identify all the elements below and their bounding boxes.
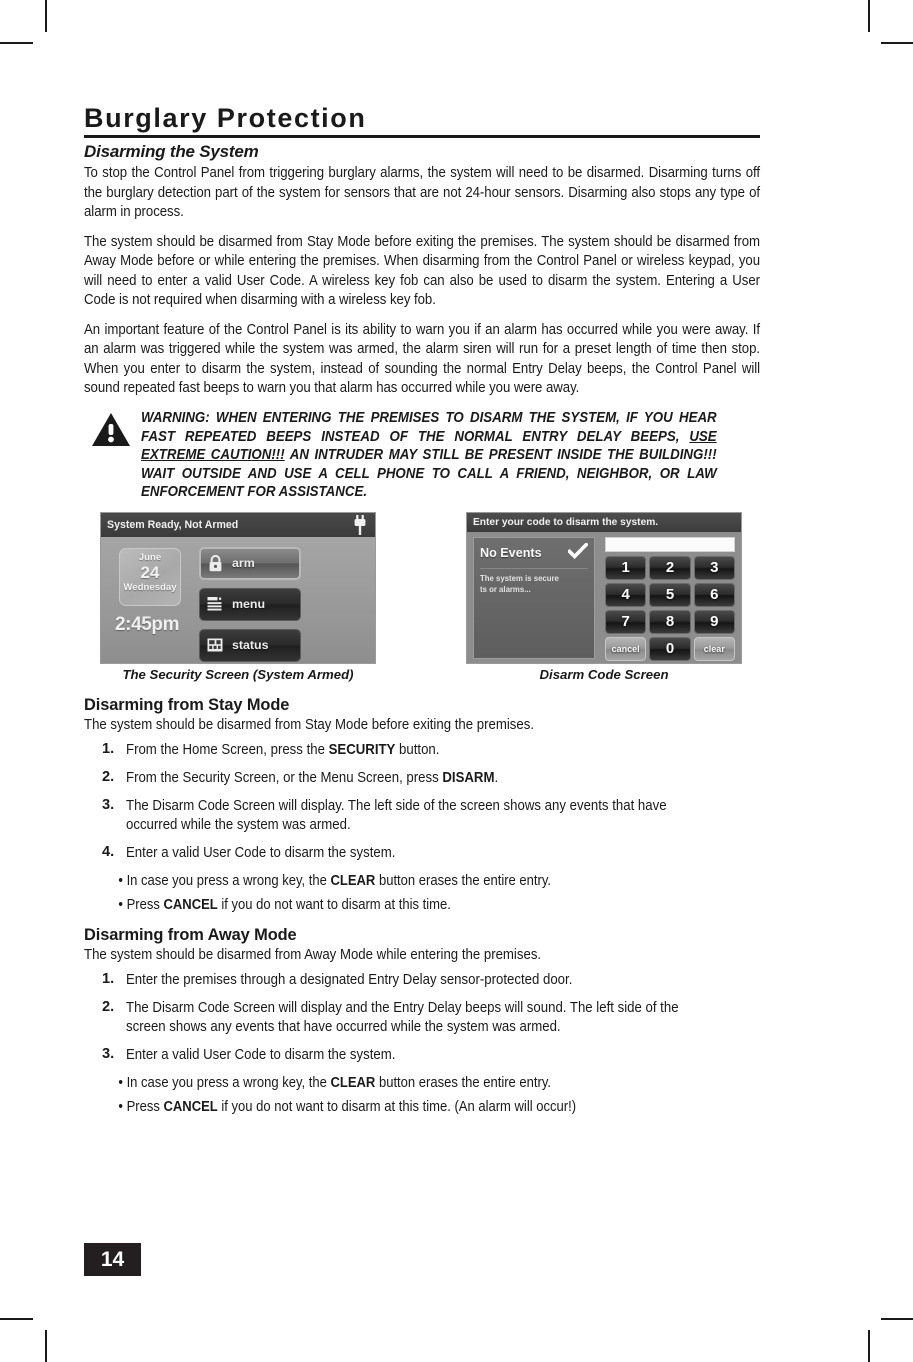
events-title: No Events: [480, 546, 542, 561]
step-text: [126, 741, 700, 760]
keypad-key-2[interactable]: 2: [649, 556, 690, 580]
figure-disarm-code-screen: [466, 512, 742, 682]
list-item: [84, 797, 760, 835]
code-entry-field[interactable]: [605, 537, 735, 552]
arm-button[interactable]: [199, 547, 301, 580]
date-weekday: Wednesday: [123, 581, 177, 593]
events-description: [480, 574, 588, 595]
keypad-key-5[interactable]: 5: [649, 583, 690, 607]
keypad-key-9[interactable]: 9: [694, 610, 735, 634]
away-mode-intro: The system should be disarmed from Away Mode while entering the premises.: [84, 947, 542, 964]
crop-mark-top-right-horizontal: [881, 42, 913, 44]
disarm-screen-prompt-text: Enter your code to disarm the system.: [473, 516, 659, 528]
step-number: 4.: [102, 843, 115, 860]
title-divider: [84, 135, 760, 138]
step-text-pre: From the Security Screen, or the Menu Screen, press: [126, 769, 443, 786]
figure-caption-disarm-code-screen: Disarm Code Screen: [539, 666, 669, 682]
stay-mode-intro: The system should be disarmed from Stay Mode before exiting the premises.: [84, 716, 534, 733]
crop-mark-bottom-left-vertical: [45, 1330, 47, 1362]
list-item: [84, 1046, 760, 1065]
bullet-text-post: if you do not want to disarm at this time.: [217, 896, 451, 913]
list-item: [84, 769, 760, 788]
warning-block: [84, 409, 760, 502]
step-text: The Disarm Code Screen will display. The left side of the screen shows any events that have occurred while the system was armed.: [126, 797, 667, 833]
keypad-grid: [605, 556, 735, 661]
crop-mark-top-left-vertical: [45, 0, 47, 32]
step-text-bold: DISARM: [442, 769, 495, 786]
disarm-screen-body: [467, 532, 741, 664]
security-screen-panel: [100, 512, 376, 664]
keypad-key-1[interactable]: 1: [605, 556, 646, 580]
events-header: [480, 543, 588, 569]
bullet-text-bold: CANCEL: [163, 896, 218, 913]
chapter-title: Burglary Protection: [84, 103, 367, 133]
step-number: 1.: [102, 740, 115, 757]
bullet-text-pre: • In case you press a wrong key, the: [118, 872, 331, 889]
crop-mark-bottom-right-horizontal: [881, 1318, 913, 1320]
keypad-key-7[interactable]: 7: [605, 610, 646, 634]
step-text: Enter the premises through a designated Entry Delay sensor-protected door.: [126, 972, 573, 989]
crop-mark-bottom-left-horizontal: [0, 1318, 33, 1320]
status-button-label: status: [232, 638, 269, 653]
paragraph-stay-away-modes: The system should be disarmed from Stay Mode before exiting the premises. The system should be disarmed from Away Mode before or while entering the premises. When disarming from the Control Panel or wireless keypad, you will need to enter a valid User Code. A wireless key fob can also be used to disarm the system. Entering a User Code is not required when disarming with a wireless key fob.: [84, 234, 761, 308]
date-widget: [119, 548, 181, 606]
list-item: [84, 971, 760, 990]
paragraph-disarming-intro: To stop the Control Panel from triggering burglary alarms, the system will need to be disarmed. Disarming turns off the burglary detection part of the system for sensors that are not 24-hour sensors. Disarming also stops any type of alarm in process.: [84, 165, 761, 220]
panel-status-icon: [207, 638, 223, 652]
events-panel: [473, 537, 595, 659]
list-item: [84, 872, 794, 891]
list-item: [84, 999, 760, 1037]
crop-mark-bottom-right-vertical: [868, 1330, 870, 1362]
keypad-key-cancel[interactable]: cancel: [605, 637, 646, 661]
figure-security-screen: [100, 512, 376, 682]
warning-text: [141, 409, 717, 502]
list-item: [84, 1098, 794, 1117]
step-number: 3.: [102, 1046, 115, 1063]
section-heading-away-mode: Disarming from Away Mode: [84, 926, 297, 945]
list-item: [84, 741, 760, 760]
bullet-text-bold: CLEAR: [330, 872, 376, 889]
figure-row: [84, 512, 760, 684]
step-number: 3.: [102, 796, 115, 813]
status-button[interactable]: [199, 629, 301, 662]
keypad-key-4[interactable]: 4: [605, 583, 646, 607]
keypad-key-clear[interactable]: clear: [694, 637, 735, 661]
step-text: The Disarm Code Screen will display and the Entry Delay beeps will sound. The left side of the screen shows any events that have occurred while the system was armed.: [126, 1000, 679, 1036]
page-number-badge: 14: [84, 1243, 141, 1276]
step-text-post: button.: [395, 741, 440, 758]
step-text: [126, 769, 700, 788]
bullet-text-bold: CLEAR: [330, 1075, 376, 1092]
keypad-key-6[interactable]: 6: [694, 583, 735, 607]
list-item: [84, 844, 760, 863]
disarm-screen-panel: [466, 512, 742, 664]
page-content: [84, 104, 760, 1122]
bullet-text-pre: • Press: [118, 896, 164, 913]
bullet-text-post: button erases the entire entry.: [375, 872, 552, 889]
checkmark-icon: [568, 543, 588, 564]
crop-mark-top-left-horizontal: [0, 42, 33, 44]
warning-text-underlined: USE EXTREME CAUTION!!!: [141, 428, 717, 464]
away-mode-bullets: [84, 1074, 760, 1116]
step-number: 2.: [102, 999, 115, 1016]
date-month: June: [138, 551, 162, 563]
padlock-icon: [208, 555, 223, 572]
bullet-text-pre: • In case you press a wrong key, the: [118, 1075, 331, 1092]
keypad-key-0[interactable]: 0: [649, 637, 690, 661]
warning-triangle-icon: [92, 413, 132, 451]
bullet-text-post: if you do not want to disarm at this time. (An alarm will occur!): [217, 1098, 577, 1115]
step-text-pre: From the Home Screen, press the: [126, 741, 329, 758]
figure-caption-security-screen: The Security Screen (System Armed): [122, 666, 354, 682]
keypad-key-8[interactable]: 8: [649, 610, 690, 634]
section-heading-disarming-the-system: Disarming the System: [84, 142, 259, 162]
disarm-screen-prompt-bar: [467, 513, 741, 532]
stay-mode-bullets: [84, 872, 760, 914]
list-menu-icon: [207, 596, 223, 612]
bullet-text-bold: CANCEL: [163, 1098, 218, 1115]
paragraph-alarm-warning-feature: An important feature of the Control Panel is its ability to warn you if an alarm has occurred while you were away. If an alarm was triggered while the system was armed, the alarm siren will run for a preset length of time then stop. When you enter to disarm the system, instead of sounding the normal Entry Delay beeps, the Control Panel will sound repeated fast beeps to warn you that alarm has occurred while you were away.: [84, 322, 761, 396]
stay-mode-steps: [84, 741, 760, 863]
step-text-post: .: [494, 769, 499, 786]
security-screen-status-bar: [101, 513, 375, 537]
arm-button-label: arm: [232, 556, 255, 571]
bullet-text-post: button erases the entire entry.: [375, 1075, 552, 1092]
step-text-bold: SECURITY: [328, 741, 396, 758]
events-description-line1: The system is secure: [480, 573, 559, 583]
clock-time: 2:45pm: [115, 613, 180, 635]
step-text: Enter a valid User Code to disarm the system.: [126, 844, 396, 861]
warning-text-part2: AN INTRUDER MAY STILL BE PRESENT INSIDE THE BUILDING!!! WAIT OUTSIDE AND USE A CELL PHONE TO CALL A FRIEND, NEIGHBOR, OR LAW ENFORCEMENT FOR ASSISTANCE.: [141, 447, 717, 501]
keypad-key-3[interactable]: 3: [694, 556, 735, 580]
power-plug-icon: [353, 515, 367, 538]
step-number: 2.: [102, 768, 115, 785]
menu-button[interactable]: [199, 588, 301, 621]
step-number: 1.: [102, 971, 115, 988]
bullet-text-pre: • Press: [118, 1098, 164, 1115]
events-description-line2: ts or alarms...: [480, 584, 531, 594]
security-screen-body: [101, 537, 375, 664]
section-heading-stay-mode: Disarming from Stay Mode: [84, 695, 290, 714]
keypad: [605, 537, 735, 661]
security-screen-status-text: System Ready, Not Armed: [107, 518, 239, 531]
menu-button-label: menu: [232, 597, 266, 612]
list-item: [84, 896, 794, 915]
away-mode-steps: [84, 971, 760, 1065]
list-item: [84, 1074, 794, 1093]
crop-mark-top-right-vertical: [868, 0, 870, 32]
step-text: Enter a valid User Code to disarm the system.: [126, 1047, 396, 1064]
warning-text-part1: WARNING: WHEN ENTERING THE PREMISES TO DISARM THE SYSTEM, IF YOU HEAR FAST REPEATED BEEPS INSTEAD OF THE NORMAL ENTRY DELAY BEEPS,: [141, 410, 717, 445]
date-day: 24: [140, 563, 160, 583]
